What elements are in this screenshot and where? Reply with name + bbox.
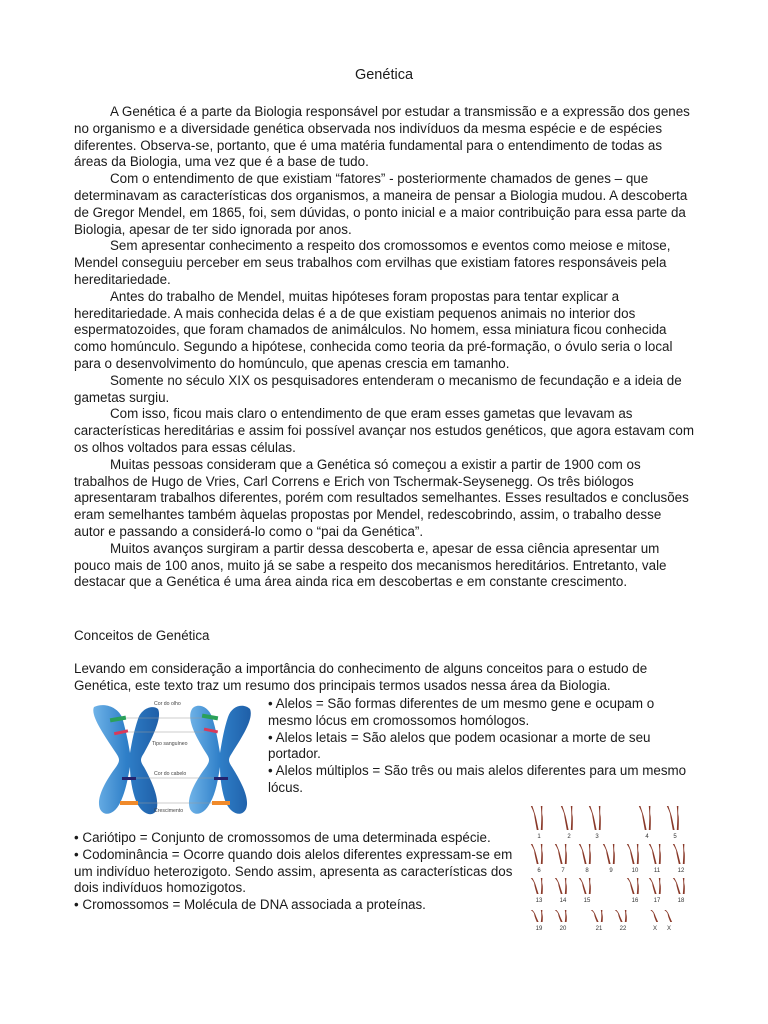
chromosome-shape — [639, 806, 647, 830]
chromosome-figure — [82, 697, 262, 819]
body-text — [74, 104, 694, 591]
chromosome-pair-15 — [579, 878, 591, 894]
label-eye-color: Cor do olho — [154, 701, 181, 707]
karyotype-number: 1 — [537, 834, 541, 840]
chromosome-shape — [589, 806, 597, 830]
chromosome-shape — [683, 844, 685, 864]
chromosome-shape — [531, 806, 539, 830]
karyotype-number: X — [652, 926, 658, 932]
label-blood-type: Tipo sanguíneo — [152, 741, 188, 747]
chromosome-shape — [565, 844, 567, 864]
chromosome-shape — [673, 844, 681, 864]
chromosome-pair-2 — [561, 806, 573, 830]
paragraph: Antes do trabalho de Mendel, muitas hipóteses foram propostas para tentar explicar a hereditariedade. A mais conhecida delas é a de que existiam pequenos animais no interior dos espermatozoides, que foram chamados de animálculos. No homem, essa miniatura ficou conhecida como homúnculo. Segundo a hipótese, conhecida como teoria da pré-formação, o óvulo seria o local para o desenvolvimento do homúnculo, que apenas crescia em tamanho. — [74, 288, 673, 371]
chromosome-shape — [683, 878, 685, 894]
chromosome-pair-9 — [603, 844, 615, 864]
karyotype-number: 22 — [619, 926, 627, 932]
paragraph: Muitos avanços surgiram a partir dessa descoberta e, apesar de essa ciência apresentar um pouco mais de 100 anos, muito já se sabe a respeito dos mecanismos hereditários. Entretanto, vale destacar que a Genética é uma área ainda rica em descobertas e em constante crescimento. — [74, 540, 667, 590]
chromosome-shape — [531, 878, 539, 894]
chromosome-shape — [565, 910, 567, 922]
chromosome-shape — [531, 910, 539, 922]
karyotype-number: 18 — [677, 898, 685, 904]
chromosome-shape — [579, 878, 587, 894]
karyotype-number: 7 — [561, 868, 565, 874]
chromosome-shape — [650, 910, 658, 922]
chromosome-shape — [561, 806, 569, 830]
chromosome-pair-3 — [589, 806, 601, 830]
paragraph: Com o entendimento de que existiam “fatores” - posteriormente chamados de genes – que determinavam as características dos organismos, a maneira de pensar a Biologia mudou. A descoberta de Gregor Mendel, em 1865, foi, sem dúvidas, o ponto inicial e a maior contribuição para essa parte da Biologia, apesar de ter sido ignorada por anos. — [74, 171, 688, 237]
karyotype-number: 4 — [645, 834, 649, 840]
paragraph: Com isso, ficou mais claro o entendimento de que eram esses gametas que levavam as características hereditárias e assim foi possível avançar nos estudos genéticos, que agora estavam com os olhos voltados para essas células. — [74, 406, 694, 455]
paragraph: A Genética é a parte da Biologia responsável por estudar a transmissão e a expressão dos genes no organismo e a diversidade genética observada nos indivíduos da mesma espécie e de espécies diferentes. Observa-se, portanto, que é uma matéria fundamental para o entendimento de todas as áreas da Biologia, uma vez que é a base de tudo. — [74, 104, 690, 170]
karyotype-number: 6 — [537, 868, 541, 874]
chromosome-shape — [555, 844, 563, 864]
chromosome-shape — [627, 844, 635, 864]
chromosome-shape — [579, 844, 587, 864]
chromosome-pair-8 — [579, 844, 591, 864]
chromosome-pair-4 — [639, 806, 651, 830]
section-intro — [74, 661, 694, 695]
chromosome-right — [189, 706, 251, 814]
concept-item: • Cromossomos = Molécula de DNA associada a proteínas. — [74, 897, 426, 913]
chromosome-shape — [589, 844, 591, 864]
chromosome-shape — [627, 878, 635, 894]
chromosome-shape — [649, 806, 651, 830]
karyotype-number: 2 — [567, 834, 571, 840]
chromosome-pair-X — [664, 910, 672, 922]
karyotype-number: 5 — [673, 834, 677, 840]
karyotype-number: 10 — [631, 868, 639, 874]
chromosome-pair-12 — [673, 844, 685, 864]
chromosome-shape — [637, 844, 639, 864]
karyotype-number: 3 — [595, 834, 599, 840]
chromosome-pair-14 — [555, 878, 567, 894]
chromosome-pair-13 — [531, 878, 543, 894]
paragraph: Somente no século XIX os pesquisadores entenderam o mecanismo de fecundação e a ideia de gametas surgiu. — [74, 372, 682, 405]
page-title: Genética — [354, 67, 414, 83]
chromosome-shape — [601, 910, 603, 922]
concept-item: • Alelos letais = São alelos que podem ocasionar a morte de seu portador. — [268, 729, 651, 762]
chromosome-pair-20 — [555, 910, 567, 922]
chromosome-pair-1 — [531, 806, 543, 830]
chromosome-shape — [659, 844, 661, 864]
chromosome-pair-6 — [531, 844, 543, 864]
chromosome-pair-18 — [673, 878, 685, 894]
chromosome-shape — [649, 878, 657, 894]
chromosome-shape — [541, 844, 543, 864]
concept-item: • Alelos múltiplos = São três ou mais alelos diferentes para um mesmo lócus. — [268, 763, 687, 795]
chromosome-shape — [541, 910, 543, 922]
chromosome-shape — [625, 910, 627, 922]
karyotype-number: 13 — [535, 898, 543, 904]
karyotype-number: 21 — [595, 926, 603, 932]
chromosome-shape — [591, 910, 599, 922]
chromosome-shape — [613, 844, 615, 864]
chromosome-shape — [659, 878, 661, 894]
concepts-list-left — [74, 830, 519, 914]
chromosome-pair-21 — [591, 910, 603, 922]
chromosome-shape — [649, 844, 657, 864]
concept-item: • Codominância = Ocorre quando dois alelos diferentes expressam-se em um indivíduo heterozigoto. Sendo assim, apresenta as características dos dois indivíduos homozigotos. — [74, 846, 513, 896]
karyotype-number: 17 — [653, 898, 661, 904]
chromosome-shape — [565, 878, 567, 894]
chromosome-shape — [541, 878, 543, 894]
chromosome-shape — [673, 878, 681, 894]
paragraph: Sem apresentar conhecimento a respeito dos cromossomos e eventos como meiose e mitose, Mendel conseguiu perceber em seus trabalhos com ervilhas que existiam fatores responsáveis pela hereditariedade. — [74, 238, 671, 287]
chromosome-pair-11 — [649, 844, 661, 864]
chromosome-shape — [667, 806, 675, 830]
label-hair-color: Cor do cabelo — [154, 771, 187, 777]
chromosome-pair-17 — [649, 878, 661, 894]
karyotype-number: 14 — [559, 898, 567, 904]
concept-item: • Cariótipo = Conjunto de cromossomos de uma determinada espécie. — [74, 830, 491, 845]
concepts-list-right — [268, 696, 698, 797]
chromosome-shape — [555, 878, 563, 894]
intro-paragraph: Levando em consideração a importância do conhecimento de alguns conceitos para o estudo de Genética, este texto traz um resumo dos principais termos usados nessa área da Biologia. — [74, 661, 648, 693]
karyotype-number: X — [666, 926, 672, 932]
karyotype-number: 15 — [583, 898, 591, 904]
chromosome-shape — [599, 806, 601, 830]
karyotype-figure — [525, 800, 695, 945]
chromosome-shape — [541, 806, 543, 830]
concept-item: • Alelos = São formas diferentes de um mesmo gene e ocupam o mesmo lócus em cromossomos homólogos. — [268, 696, 655, 728]
chromosome-shape — [571, 806, 573, 830]
chromosome-pair-5 — [667, 806, 679, 830]
chromosome-pair-22 — [615, 910, 627, 922]
chromosome-pair-19 — [531, 910, 543, 922]
karyotype-number: 19 — [535, 926, 543, 932]
chromosome-shape — [615, 910, 623, 922]
karyotype-number: 11 — [653, 868, 661, 874]
section-title: Conceitos de Genética — [74, 628, 210, 643]
chromosome-shape — [664, 910, 672, 922]
chromosome-left — [93, 705, 159, 814]
chromosome-shape — [637, 878, 639, 894]
label-growth: Crescimento — [154, 808, 184, 814]
karyotype-number: 8 — [585, 868, 589, 874]
karyotype-number: 12 — [677, 868, 685, 874]
karyotype-number: 16 — [631, 898, 639, 904]
chromosome-pair-10 — [627, 844, 639, 864]
chromosome-shape — [677, 806, 679, 830]
chromosome-pair-7 — [555, 844, 567, 864]
karyotype-number: 9 — [609, 868, 613, 874]
chromosome-pair-16 — [627, 878, 639, 894]
chromosome-shape — [603, 844, 611, 864]
karyotype-number: 20 — [559, 926, 567, 932]
chromosome-pair-X — [650, 910, 658, 922]
chromosome-shape — [531, 844, 539, 864]
chromosome-shape — [589, 878, 591, 894]
paragraph: Muitas pessoas consideram que a Genética só começou a existir a partir de 1900 com os trabalhos de Hugo de Vries, Carl Correns e Erich von Tschermak-Seysenegg. Os três biólogos apresentaram trabalhos diferentes, porém com resultados semelhantes. Esses resultados e conclusões eram semelhantes também àquelas propostas por Mendel, redescobrindo, assim, o trabalho desse autor e passando a considerá-lo como o “pai da Genética”. — [74, 456, 689, 539]
chromosome-shape — [555, 910, 563, 922]
